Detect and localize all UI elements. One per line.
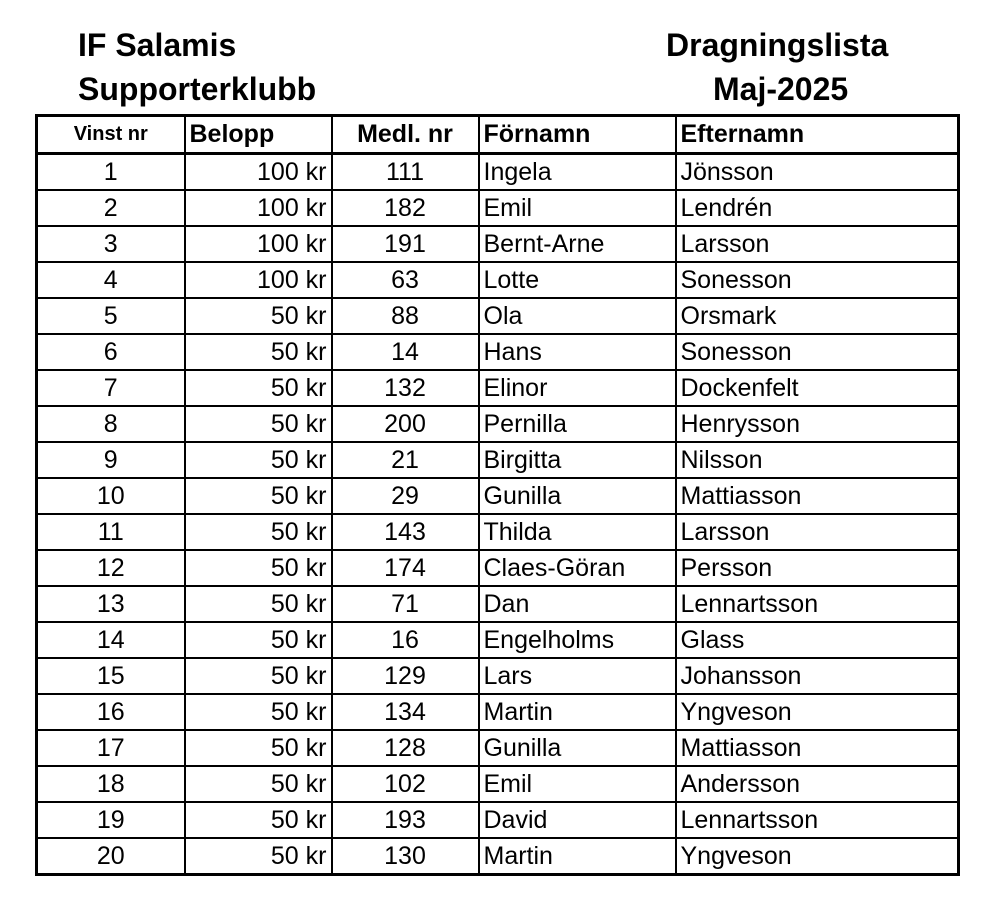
cell-medl-nr: 132 (332, 370, 479, 406)
column-header-belopp: Belopp (185, 116, 332, 154)
cell-medl-nr: 111 (332, 154, 479, 191)
cell-belopp: 50 kr (185, 478, 332, 514)
column-header-efternamn: Efternamn (676, 116, 959, 154)
table-row (37, 766, 959, 802)
cell-vinst-nr: 15 (37, 658, 185, 694)
cell-efternamn: Glass (676, 622, 959, 658)
cell-belopp: 50 kr (185, 838, 332, 875)
cell-belopp: 100 kr (185, 262, 332, 298)
cell-medl-nr: 134 (332, 694, 479, 730)
cell-vinst-nr: 5 (37, 298, 185, 334)
cell-efternamn: Nilsson (676, 442, 959, 478)
cell-vinst-nr: 3 (37, 226, 185, 262)
cell-belopp: 100 kr (185, 154, 332, 191)
cell-medl-nr: 193 (332, 802, 479, 838)
table-row (37, 514, 959, 550)
cell-medl-nr: 130 (332, 838, 479, 875)
cell-efternamn: Lennartsson (676, 802, 959, 838)
cell-efternamn: Sonesson (676, 262, 959, 298)
cell-vinst-nr: 9 (37, 442, 185, 478)
club-name-line-1: IF Salamis (78, 27, 237, 63)
cell-efternamn: Yngveson (676, 694, 959, 730)
cell-fornamn: Thilda (479, 514, 676, 550)
table-row (37, 838, 959, 875)
cell-fornamn: Gunilla (479, 478, 676, 514)
cell-efternamn: Sonesson (676, 334, 959, 370)
column-header-vinst-nr: Vinst nr (37, 116, 185, 154)
cell-efternamn: Andersson (676, 766, 959, 802)
cell-belopp: 100 kr (185, 226, 332, 262)
table-row (37, 802, 959, 838)
table-row (37, 154, 959, 191)
cell-belopp: 50 kr (185, 370, 332, 406)
cell-medl-nr: 128 (332, 730, 479, 766)
column-header-medl-nr: Medl. nr (332, 116, 479, 154)
cell-efternamn: Mattiasson (676, 478, 959, 514)
cell-vinst-nr: 19 (37, 802, 185, 838)
cell-medl-nr: 182 (332, 190, 479, 226)
club-name-line-2: Supporterklubb (78, 71, 317, 107)
table-row (37, 478, 959, 514)
cell-vinst-nr: 16 (37, 694, 185, 730)
cell-vinst-nr: 18 (37, 766, 185, 802)
cell-efternamn: Yngveson (676, 838, 959, 875)
cell-vinst-nr: 8 (37, 406, 185, 442)
table-row (37, 262, 959, 298)
cell-belopp: 50 kr (185, 802, 332, 838)
table-row (37, 334, 959, 370)
cell-belopp: 100 kr (185, 190, 332, 226)
cell-fornamn: Lars (479, 658, 676, 694)
cell-belopp: 50 kr (185, 694, 332, 730)
cell-belopp: 50 kr (185, 514, 332, 550)
cell-belopp: 50 kr (185, 730, 332, 766)
cell-vinst-nr: 12 (37, 550, 185, 586)
cell-efternamn: Persson (676, 550, 959, 586)
cell-vinst-nr: 2 (37, 190, 185, 226)
draw-table (35, 114, 960, 876)
table-row (37, 730, 959, 766)
cell-medl-nr: 21 (332, 442, 479, 478)
table-row (37, 190, 959, 226)
list-title-line-1: Dragningslista (666, 27, 889, 63)
cell-fornamn: Emil (479, 190, 676, 226)
list-title-line-2: Maj-2025 (713, 71, 849, 107)
cell-medl-nr: 143 (332, 514, 479, 550)
cell-efternamn: Henrysson (676, 406, 959, 442)
table-row (37, 658, 959, 694)
cell-fornamn: Gunilla (479, 730, 676, 766)
table-row (37, 298, 959, 334)
cell-fornamn: Emil (479, 766, 676, 802)
cell-medl-nr: 102 (332, 766, 479, 802)
cell-efternamn: Orsmark (676, 298, 959, 334)
cell-medl-nr: 29 (332, 478, 479, 514)
cell-fornamn: David (479, 802, 676, 838)
table-row (37, 226, 959, 262)
cell-efternamn: Lendrén (676, 190, 959, 226)
cell-vinst-nr: 11 (37, 514, 185, 550)
table-row (37, 442, 959, 478)
cell-medl-nr: 71 (332, 586, 479, 622)
table-row (37, 586, 959, 622)
cell-fornamn: Dan (479, 586, 676, 622)
cell-efternamn: Dockenfelt (676, 370, 959, 406)
cell-fornamn: Elinor (479, 370, 676, 406)
cell-medl-nr: 129 (332, 658, 479, 694)
cell-belopp: 50 kr (185, 586, 332, 622)
cell-belopp: 50 kr (185, 298, 332, 334)
cell-vinst-nr: 10 (37, 478, 185, 514)
cell-belopp: 50 kr (185, 658, 332, 694)
cell-belopp: 50 kr (185, 334, 332, 370)
cell-medl-nr: 191 (332, 226, 479, 262)
cell-vinst-nr: 4 (37, 262, 185, 298)
table-row (37, 550, 959, 586)
cell-medl-nr: 63 (332, 262, 479, 298)
cell-fornamn: Pernilla (479, 406, 676, 442)
column-header-fornamn: Förnamn (479, 116, 676, 154)
cell-efternamn: Mattiasson (676, 730, 959, 766)
cell-fornamn: Ola (479, 298, 676, 334)
cell-efternamn: Larsson (676, 226, 959, 262)
cell-medl-nr: 200 (332, 406, 479, 442)
cell-vinst-nr: 6 (37, 334, 185, 370)
table-row (37, 622, 959, 658)
cell-belopp: 50 kr (185, 622, 332, 658)
cell-fornamn: Claes-Göran (479, 550, 676, 586)
cell-fornamn: Martin (479, 838, 676, 875)
cell-fornamn: Bernt-Arne (479, 226, 676, 262)
cell-fornamn: Martin (479, 694, 676, 730)
cell-vinst-nr: 20 (37, 838, 185, 875)
cell-medl-nr: 88 (332, 298, 479, 334)
header-row (37, 116, 959, 154)
cell-vinst-nr: 7 (37, 370, 185, 406)
cell-fornamn: Engelholms (479, 622, 676, 658)
cell-fornamn: Birgitta (479, 442, 676, 478)
cell-vinst-nr: 14 (37, 622, 185, 658)
cell-efternamn: Larsson (676, 514, 959, 550)
cell-belopp: 50 kr (185, 406, 332, 442)
cell-fornamn: Ingela (479, 154, 676, 191)
cell-efternamn: Jönsson (676, 154, 959, 191)
cell-fornamn: Lotte (479, 262, 676, 298)
cell-belopp: 50 kr (185, 550, 332, 586)
table-row (37, 370, 959, 406)
table-row (37, 694, 959, 730)
cell-fornamn: Hans (479, 334, 676, 370)
cell-vinst-nr: 17 (37, 730, 185, 766)
cell-efternamn: Lennartsson (676, 586, 959, 622)
cell-efternamn: Johansson (676, 658, 959, 694)
cell-belopp: 50 kr (185, 442, 332, 478)
cell-vinst-nr: 13 (37, 586, 185, 622)
cell-medl-nr: 14 (332, 334, 479, 370)
cell-medl-nr: 174 (332, 550, 479, 586)
table-row (37, 406, 959, 442)
cell-vinst-nr: 1 (37, 154, 185, 191)
cell-medl-nr: 16 (332, 622, 479, 658)
cell-belopp: 50 kr (185, 766, 332, 802)
